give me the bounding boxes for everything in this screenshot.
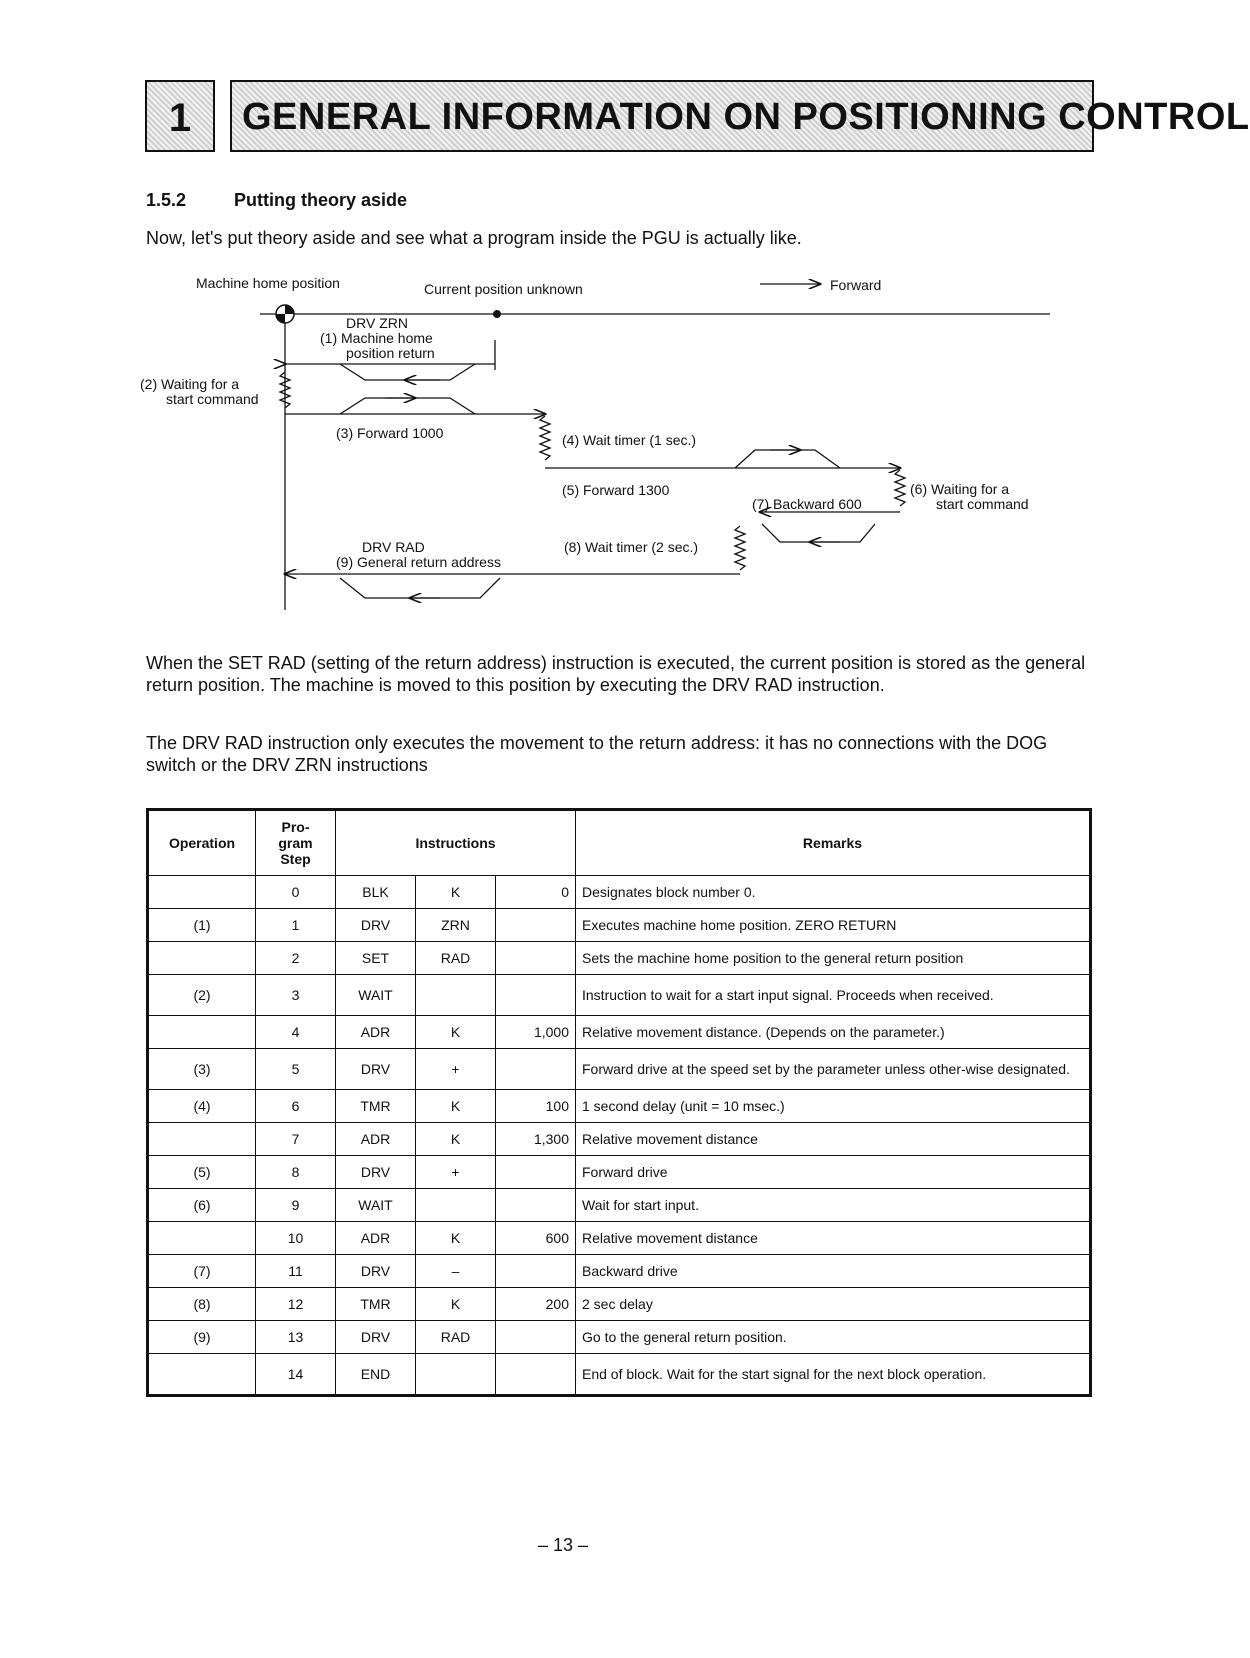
cell-op: (4) [148,1090,256,1123]
cell-op: (8) [148,1288,256,1321]
cell-instr2: K [416,1123,496,1156]
cell-step: 5 [256,1049,336,1090]
cell-step: 12 [256,1288,336,1321]
cell-remark: Backward drive [576,1255,1091,1288]
paragraph-drv-rad: The DRV RAD instruction only executes the movement to the return address: it has no connections with the DOG switch or the DRV ZRN instructions [146,733,1048,775]
cell-instr1: ADR [336,1222,416,1255]
cell-instr3 [496,909,576,942]
cell-op [148,942,256,975]
cell-instr3 [496,975,576,1016]
table-row [148,1354,1091,1396]
cell-instr3: 1,000 [496,1016,576,1049]
header-step-line3: Step [280,851,311,867]
cell-instr2: + [416,1049,496,1090]
cell-step: 14 [256,1354,336,1396]
label-step8: (8) Wait timer (2 sec.) [564,539,699,555]
label-step6-a: (6) Waiting for a [910,481,1010,497]
cell-instr3: 200 [496,1288,576,1321]
cell-remark: Forward drive at the speed set by the parameter unless other-wise designated. [576,1049,1091,1090]
cell-instr3: 600 [496,1222,576,1255]
cell-remark: Relative movement distance. (Depends on the parameter.) [576,1016,1091,1049]
label-step2-b: start command [166,391,259,407]
cell-instr2 [416,1354,496,1396]
table-row [148,1222,1091,1255]
label-step7: (7) Backward 600 [752,496,862,512]
cell-instr3 [496,942,576,975]
cell-instr2: K [416,876,496,909]
cell-step: 3 [256,975,336,1016]
cell-instr1: END [336,1354,416,1396]
chapter-number: 1 [168,96,192,140]
cell-instr2: – [416,1255,496,1288]
label-step6-b: start command [936,496,1029,512]
cell-instr2: ZRN [416,909,496,942]
cell-instr3: 100 [496,1090,576,1123]
table-row [148,975,1091,1016]
cell-instr1: DRV [336,1049,416,1090]
table-row [148,909,1091,942]
cell-instr1: WAIT [336,975,416,1016]
cell-instr3 [496,1156,576,1189]
cell-op: (9) [148,1321,256,1354]
cell-remark: Sets the machine home position to the general return position [576,942,1091,975]
cell-instr3 [496,1255,576,1288]
cell-op [148,1123,256,1156]
positioning-diagram [140,275,1080,610]
cell-instr2 [416,1189,496,1222]
cell-step: 10 [256,1222,336,1255]
cell-step: 7 [256,1123,336,1156]
cell-remark: End of block. Wait for the start signal for the next block operation. [576,1354,1091,1396]
paragraph-set-rad: When the SET RAD (setting of the return address) instruction is executed, the current position is stored as the general return position. The machine is moved to this position by executing the DRV RAD instruction. [146,653,1086,695]
cell-step: 8 [256,1156,336,1189]
cell-op [148,1354,256,1396]
label-step1-a: (1) Machine home [320,330,433,346]
table-row [148,1288,1091,1321]
cell-op [148,876,256,909]
label-step3: (3) Forward 1000 [336,425,444,441]
cell-remark: Relative movement distance [576,1222,1091,1255]
cell-instr1: SET [336,942,416,975]
chapter-title: GENERAL INFORMATION ON POSITIONING CONTROL [242,96,1250,138]
table-row [148,1189,1091,1222]
header-step-line1: Pro- [281,819,310,835]
label-drv-zrn: DRV ZRN [346,315,408,331]
cell-instr1: TMR [336,1090,416,1123]
cell-op: (5) [148,1156,256,1189]
header-step-line2: gram [278,835,313,851]
cell-op [148,1222,256,1255]
cell-instr1: DRV [336,1255,416,1288]
program-table [146,808,1092,1397]
cell-op: (3) [148,1049,256,1090]
cell-instr3 [496,1189,576,1222]
cell-remark: Designates block number 0. [576,876,1091,909]
cell-instr1: WAIT [336,1189,416,1222]
cell-step: 0 [256,876,336,909]
chapter-title-box [230,80,1250,152]
cell-instr1: DRV [336,909,416,942]
label-step2-a: (2) Waiting for a [140,376,240,392]
cell-instr3 [496,1354,576,1396]
cell-instr1: ADR [336,1016,416,1049]
cell-remark: 2 sec delay [576,1288,1091,1321]
table-row [148,1255,1091,1288]
cell-instr2 [416,975,496,1016]
page-number: – 13 – [537,1535,589,1555]
header-instructions: Instructions [336,810,576,876]
cell-op: (2) [148,975,256,1016]
cell-op: (7) [148,1255,256,1288]
cell-remark: Forward drive [576,1156,1091,1189]
cell-remark: 1 second delay (unit = 10 msec.) [576,1090,1091,1123]
cell-step: 9 [256,1189,336,1222]
cell-step: 2 [256,942,336,975]
cell-instr1: DRV [336,1156,416,1189]
cell-instr1: ADR [336,1123,416,1156]
cell-remark: Instruction to wait for a start input signal. Proceeds when received. [576,975,1091,1016]
cell-remark: Executes machine home position. ZERO RETURN [576,909,1091,942]
label-drv-rad: DRV RAD [362,539,425,555]
section-number: 1.5.2 [146,190,187,210]
cell-instr1: DRV [336,1321,416,1354]
cell-instr2: K [416,1090,496,1123]
table-row [148,1016,1091,1049]
cell-remark: Go to the general return position. [576,1321,1091,1354]
label-forward: Forward [830,277,882,293]
cell-step: 1 [256,909,336,942]
label-step5: (5) Forward 1300 [562,482,670,498]
cell-instr3 [496,1049,576,1090]
table-row [148,1156,1091,1189]
intro-text: Now, let's put theory aside and see what a program inside the PGU is actually like. [146,228,802,248]
cell-instr2: K [416,1016,496,1049]
cell-remark: Wait for start input. [576,1189,1091,1222]
table-row [148,1049,1091,1090]
cell-op: (6) [148,1189,256,1222]
section-title: Putting theory aside [234,190,408,210]
cell-instr2: RAD [416,1321,496,1354]
current-position-dot [493,310,501,318]
cell-instr2: + [416,1156,496,1189]
cell-instr3 [496,1321,576,1354]
label-step1-b: position return [346,345,435,361]
header-operation: Operation [148,810,256,876]
cell-step: 11 [256,1255,336,1288]
cell-step: 13 [256,1321,336,1354]
table-row [148,1123,1091,1156]
table-row [148,1321,1091,1354]
label-machine-home: Machine home position [196,275,340,291]
header-remarks: Remarks [576,810,1091,876]
cell-op [148,1016,256,1049]
cell-step: 4 [256,1016,336,1049]
cell-step: 6 [256,1090,336,1123]
table-header-row [148,810,1091,876]
cell-instr1: TMR [336,1288,416,1321]
cell-instr3: 0 [496,876,576,909]
chapter-number-box [145,80,215,152]
cell-instr1: BLK [336,876,416,909]
label-step9: (9) General return address [336,554,501,570]
cell-remark: Relative movement distance [576,1123,1091,1156]
cell-instr2: K [416,1288,496,1321]
label-step4: (4) Wait timer (1 sec.) [562,432,697,448]
table-row [148,876,1091,909]
table-row [148,1090,1091,1123]
cell-op: (1) [148,909,256,942]
cell-instr2: RAD [416,942,496,975]
header-step [256,810,336,876]
label-current-unknown: Current position unknown [424,281,583,297]
cell-instr2: K [416,1222,496,1255]
table-row [148,942,1091,975]
cell-instr3: 1,300 [496,1123,576,1156]
